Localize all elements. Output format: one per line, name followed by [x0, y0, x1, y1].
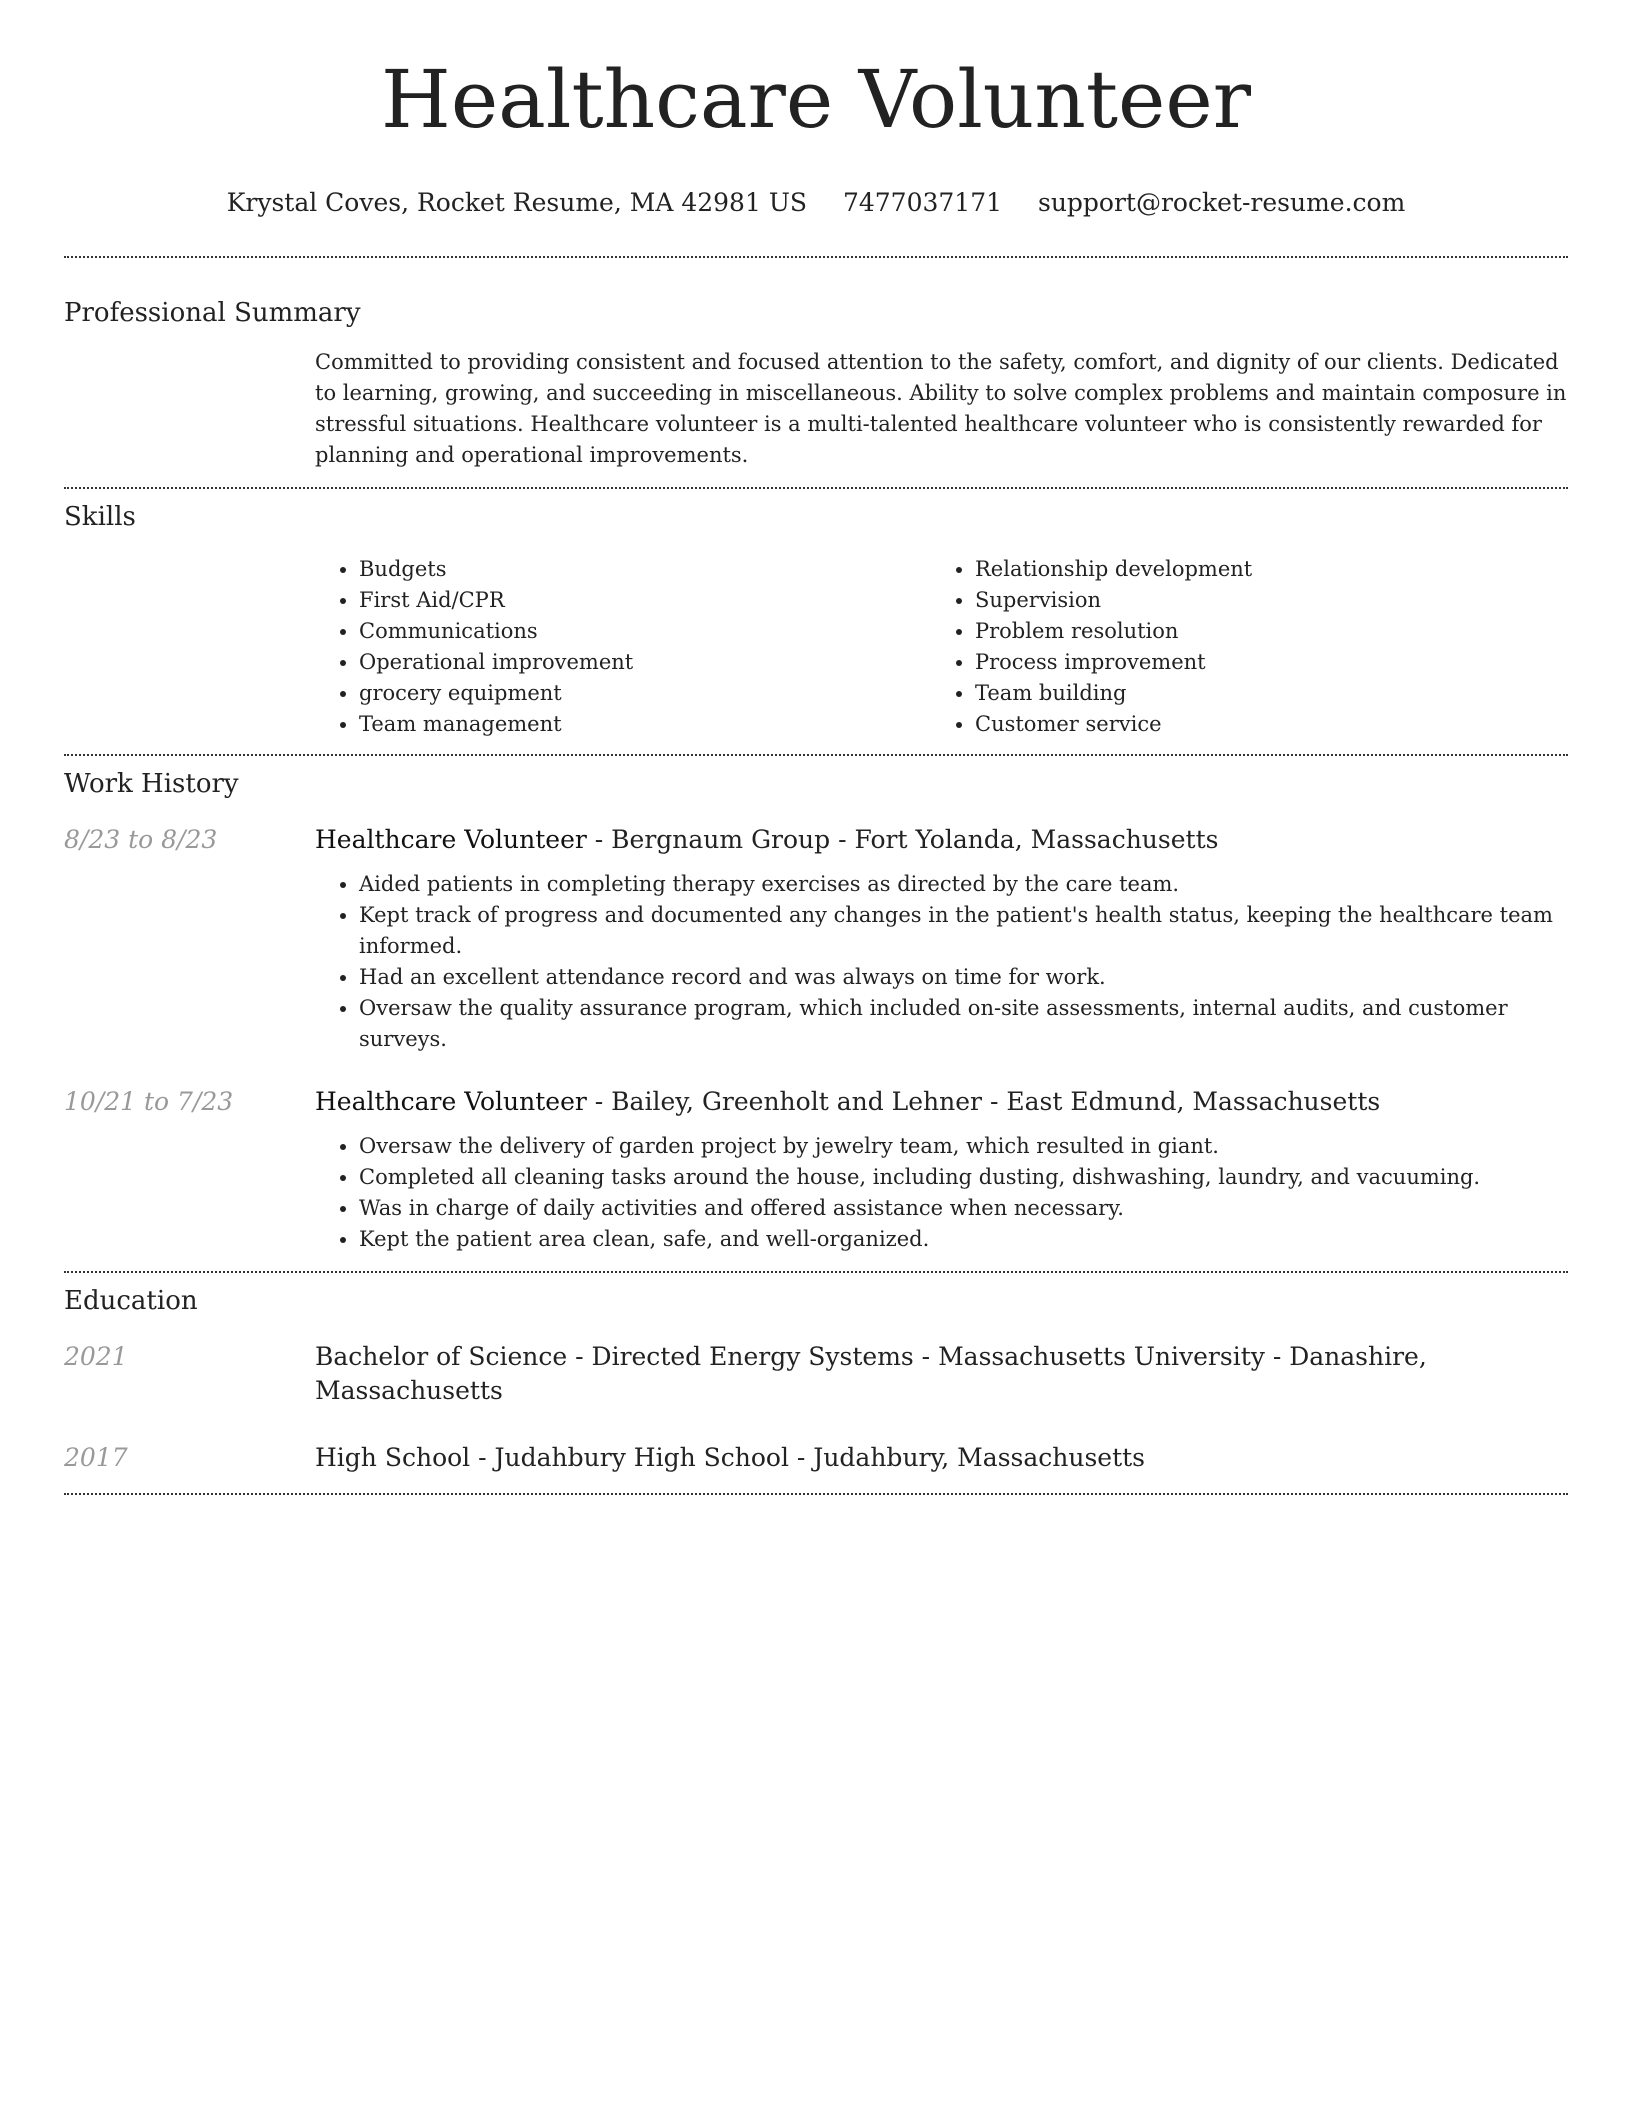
education-details [315, 1340, 1568, 1408]
summary-text: Committed to providing consistent and focused attention to the safety, comfort, and dignity of our clients. Dedicated to learning, growing, and succeeding in miscellaneous. Ability to solve complex problems and maintain composure in stressful situations. Healthcare volunteer is a multi-talented healthcare volunteer who is consistently rewarded for planning and operational improvements. [315, 350, 1567, 467]
skill-item: • Customer service [975, 709, 1252, 740]
job-bullets [315, 1131, 1568, 1255]
education-section [64, 1273, 1568, 1493]
skill-item: • Team management [359, 709, 931, 740]
job-bullet: • Oversaw the quality assurance program, which included on-site assessments, internal audits, and customer surveys. [359, 993, 1568, 1055]
job-employer-location: - Bergnaum Group - Fort Yolanda, Massachusetts [586, 825, 1219, 854]
education-details [315, 1441, 1568, 1475]
contact-email: support@rocket-resume.com [1037, 188, 1406, 217]
job-entry [64, 1085, 1568, 1255]
contact-phone: 7477037171 [842, 188, 1003, 217]
education-year: 2021 [64, 1342, 128, 1371]
summary-section [64, 258, 1568, 487]
job-bullet: • Completed all cleaning tasks around the house, including dusting, dishwashing, laundry, and vacuuming. [359, 1162, 1568, 1193]
job-dates: 8/23 to 8/23 [64, 825, 218, 854]
job-bullets [315, 869, 1568, 1055]
job-entry [64, 823, 1568, 1055]
job-role: Healthcare Volunteer [315, 1087, 587, 1116]
education-entry [64, 1441, 1568, 1475]
skill-item: • Relationship development [975, 554, 1252, 585]
resume-name: Healthcare Volunteer [381, 53, 1251, 146]
skill-item: • Budgets [359, 554, 931, 585]
job-bullet: • Oversaw the delivery of garden project by jewelry team, which resulted in giant. [359, 1131, 1568, 1162]
skills-section [64, 489, 1568, 754]
skills-column-left [315, 554, 931, 740]
education-school-location: - Massachusetts University - Danashire, Massachusetts [315, 1342, 1427, 1405]
skill-item: • Team building [975, 678, 1252, 709]
job-bullet: • Was in charge of daily activities and offered assistance when necessary. [359, 1193, 1568, 1224]
job-heading [315, 823, 1568, 857]
job-bullet: • Kept track of progress and documented any changes in the patient's health status, keeping the healthcare team informed. [359, 900, 1568, 962]
skill-item: • Supervision [975, 585, 1252, 616]
job-role: Healthcare Volunteer [315, 825, 587, 854]
skill-item: • Problem resolution [975, 616, 1252, 647]
education-year: 2017 [64, 1443, 128, 1472]
skills-column-right [931, 554, 1252, 740]
education-school-location: - Judahbury High School - Judahbury, Massachusetts [470, 1443, 1146, 1472]
section-title-education: Education [64, 1286, 198, 1316]
section-title-skills: Skills [64, 502, 136, 532]
job-bullet: • Had an excellent attendance record and was always on time for work. [359, 962, 1568, 993]
job-bullet: • Kept the patient area clean, safe, and well-organized. [359, 1224, 1568, 1255]
education-degree: Bachelor of Science - Directed Energy Systems [315, 1342, 914, 1371]
job-dates: 10/21 to 7/23 [64, 1087, 234, 1116]
skills-list [315, 554, 1568, 740]
skill-item: • Communications [359, 616, 931, 647]
job-employer-location: - Bailey, Greenholt and Lehner - East Edmund, Massachusetts [586, 1087, 1381, 1116]
job-bullet: • Aided patients in completing therapy exercises as directed by the care team. [359, 869, 1568, 900]
section-title-summary: Professional Summary [64, 298, 361, 328]
education-entry [64, 1340, 1568, 1408]
section-title-work: Work History [64, 769, 239, 799]
contact-line [64, 186, 1568, 220]
skill-item: • Process improvement [975, 647, 1252, 678]
job-heading [315, 1085, 1568, 1119]
resume-header [64, 0, 1568, 220]
education-degree: High School [315, 1443, 471, 1472]
divider [64, 1493, 1568, 1495]
work-section [64, 756, 1568, 1271]
skill-item: • First Aid/CPR [359, 585, 931, 616]
skill-item: • Operational improvement [359, 647, 931, 678]
contact-address: Krystal Coves, Rocket Resume, MA 42981 US [226, 188, 808, 217]
skill-item: • grocery equipment [359, 678, 931, 709]
